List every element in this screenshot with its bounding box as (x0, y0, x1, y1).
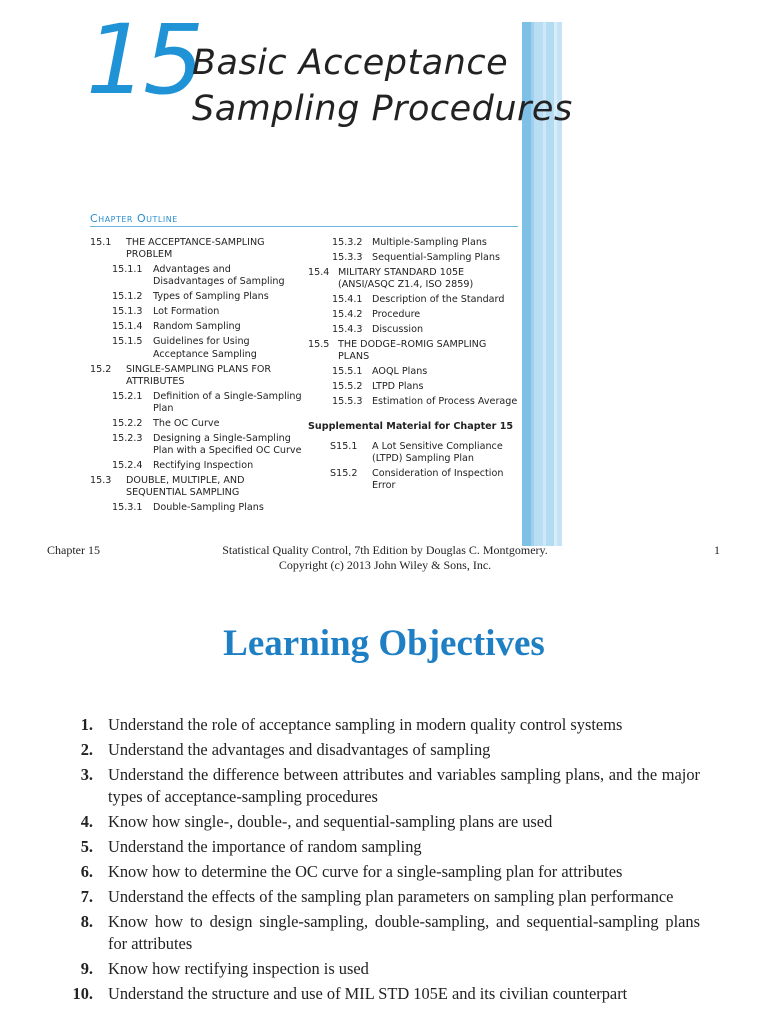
outline-item-text: Discussion (372, 324, 424, 336)
outline-item (308, 252, 518, 264)
outline-item (90, 264, 305, 288)
chapter-title-line-1: Basic Acceptance (192, 43, 509, 83)
footer-copyright (190, 543, 580, 573)
objective-item (60, 811, 700, 833)
outline-item-number: 15.3.1 (112, 502, 143, 514)
outline-item (308, 267, 518, 291)
outline-item (90, 475, 305, 499)
outline-item-text: LTPD Plans (372, 381, 424, 393)
outline-item (308, 366, 518, 378)
objective-number: 1. (80, 715, 93, 734)
outline-item (90, 418, 305, 430)
outline-item (90, 237, 305, 261)
outline-left-column (90, 237, 305, 517)
objective-item (60, 836, 700, 858)
objective-text: Know how to design single-sampling, double-sampling, and sequential-sampling plans for attributes (108, 912, 700, 953)
objective-text: Understand the effects of the sampling plan parameters on sampling plan performance (108, 887, 674, 906)
objective-text: Understand the importance of random sampling (108, 837, 422, 856)
outline-item-text: MILITARY STANDARD 105E (ANSI/ASQC Z1.4, ISO 2859) (338, 267, 474, 291)
chapter-title-line-2: Sampling Procedures (192, 89, 573, 129)
outline-item-text: Rectifying Inspection (153, 460, 254, 472)
outline-item-number: 15.5.1 (332, 366, 363, 378)
outline-item (90, 433, 305, 457)
outline-item (90, 391, 305, 415)
objective-item (60, 714, 700, 736)
outline-item-number: 15.1.3 (112, 306, 143, 318)
supplemental-item-text: Consideration of Inspection Error (372, 468, 504, 492)
footer-citation: Statistical Quality Control, 7th Edition by Douglas C. Montgomery. (222, 543, 548, 557)
supplemental-item (308, 441, 518, 465)
objective-number: 7. (80, 887, 93, 906)
outline-item (90, 291, 305, 303)
outline-divider (90, 226, 518, 227)
outline-item-number: 15.5.3 (332, 396, 363, 408)
outline-item-number: 15.4.2 (332, 309, 363, 321)
chapter-outline-heading: Chapter Outline (90, 212, 178, 225)
chapter-number: 15 (86, 4, 201, 116)
objective-number: 4. (80, 812, 93, 831)
outline-item-text: Double-Sampling Plans (153, 502, 264, 514)
outline-item-text: Guidelines for Using Acceptance Sampling (153, 336, 257, 360)
objective-item (60, 983, 700, 1005)
outline-item-text: Multiple-Sampling Plans (372, 237, 487, 248)
chapter-title (192, 40, 573, 132)
outline-item (90, 364, 305, 388)
objective-item (60, 739, 700, 761)
objective-number: 3. (80, 765, 93, 784)
outline-item (308, 339, 518, 363)
outline-item-number: 15.5.2 (332, 381, 363, 393)
outline-item-text: Random Sampling (153, 321, 241, 333)
outline-item-text: The OC Curve (153, 418, 220, 430)
footer-page-number: 1 (714, 543, 720, 557)
objective-item (60, 861, 700, 883)
outline-item (308, 309, 518, 321)
outline-item-text: Sequential-Sampling Plans (372, 252, 500, 263)
objective-text: Understand the advantages and disadvantages of sampling (108, 740, 491, 759)
outline-item (308, 237, 518, 249)
supplemental-item-text: A Lot Sensitive Compliance (LTPD) Sampling Plan (372, 440, 503, 465)
objective-number: 9. (80, 959, 93, 978)
supplemental-item-number: S15.1 (330, 440, 358, 452)
outline-item-number: 15.1.5 (112, 336, 143, 348)
objective-text: Understand the difference between attributes and variables sampling plans, and the major types of acceptance-sampling procedures (108, 765, 700, 806)
objective-item (60, 764, 700, 808)
outline-item-number: 15.1.2 (112, 291, 143, 303)
outline-item-text: Advantages and Disadvantages of Sampling (153, 264, 285, 288)
outline-item-text: THE ACCEPTANCE-SAMPLING PROBLEM (126, 237, 265, 261)
objective-number: 5. (80, 837, 93, 856)
outline-item-number: 15.4.1 (332, 294, 363, 306)
objective-item (60, 911, 700, 955)
learning-objectives-title: Learning Objectives (223, 623, 545, 664)
outline-item-number: 15.2 (90, 363, 112, 375)
supplemental-item (308, 468, 518, 492)
outline-item-text: Lot Formation (153, 306, 220, 318)
objective-text: Understand the structure and use of MIL STD 105E and its civilian counterpart (108, 984, 628, 1003)
outline-item-text: DOUBLE, MULTIPLE, AND SEQUENTIAL SAMPLING (126, 475, 245, 499)
outline-item-text: Estimation of Process Average (372, 396, 518, 408)
outline-item-number: 15.3.2 (332, 237, 363, 248)
objective-number: 10. (72, 984, 93, 1003)
learning-objectives-list (60, 714, 700, 1008)
objective-number: 6. (80, 862, 93, 881)
outline-item (90, 306, 305, 318)
objective-text: Understand the role of acceptance sampling in modern quality control systems (108, 715, 623, 734)
outline-item-number: 15.3.3 (332, 252, 363, 263)
outline-item-text: Designing a Single-Sampling Plan with a Specified OC Curve (153, 433, 302, 457)
outline-item (308, 294, 518, 306)
outline-item (308, 381, 518, 393)
outline-item-number: 15.5 (308, 339, 330, 351)
outline-item-number: 15.2.2 (112, 418, 143, 430)
outline-item-text: Description of the Standard (372, 294, 505, 306)
objective-item (60, 886, 700, 908)
outline-item-text: THE DODGE–ROMIG SAMPLING PLANS (338, 339, 487, 363)
objective-number: 2. (80, 740, 93, 759)
objective-number: 8. (80, 912, 93, 931)
outline-item-text: Procedure (372, 309, 421, 321)
outline-item-number: 15.1.4 (112, 321, 143, 333)
outline-item-number: 15.2.4 (112, 460, 143, 472)
outline-item-text: AOQL Plans (372, 366, 428, 378)
outline-item-text: Definition of a Single-Sampling Plan (153, 390, 302, 415)
footer-chapter: Chapter 15 (47, 543, 100, 557)
outline-item (90, 336, 305, 360)
outline-item (308, 324, 518, 336)
outline-item (90, 460, 305, 472)
outline-item-number: 15.1.1 (112, 264, 143, 276)
outline-item-number: 15.4 (308, 267, 330, 278)
supplemental-heading: Supplemental Material for Chapter 15 (308, 420, 514, 432)
outline-item (308, 396, 518, 408)
outline-item-number: 15.1 (90, 237, 112, 248)
outline-item-number: 15.4.3 (332, 324, 363, 336)
outline-item-text: Types of Sampling Plans (153, 291, 269, 303)
outline-item-number: 15.2.3 (112, 433, 143, 445)
outline-item (90, 321, 305, 333)
objective-text: Know how rectifying inspection is used (108, 959, 369, 978)
objective-text: Know how to determine the OC curve for a single-sampling plan for attributes (108, 862, 623, 881)
objective-item (60, 958, 700, 980)
supplemental-item-number: S15.2 (330, 468, 358, 480)
outline-item-number: 15.3 (90, 475, 112, 487)
footer-copyright-line: Copyright (c) 2013 John Wiley & Sons, Inc. (278, 558, 492, 572)
outline-right-column (308, 237, 518, 495)
outline-item-text: SINGLE-SAMPLING PLANS FOR ATTRIBUTES (126, 363, 272, 387)
outline-item (90, 502, 305, 514)
outline-item-number: 15.2.1 (112, 390, 143, 402)
objective-text: Know how single-, double-, and sequential-sampling plans are used (108, 812, 553, 831)
